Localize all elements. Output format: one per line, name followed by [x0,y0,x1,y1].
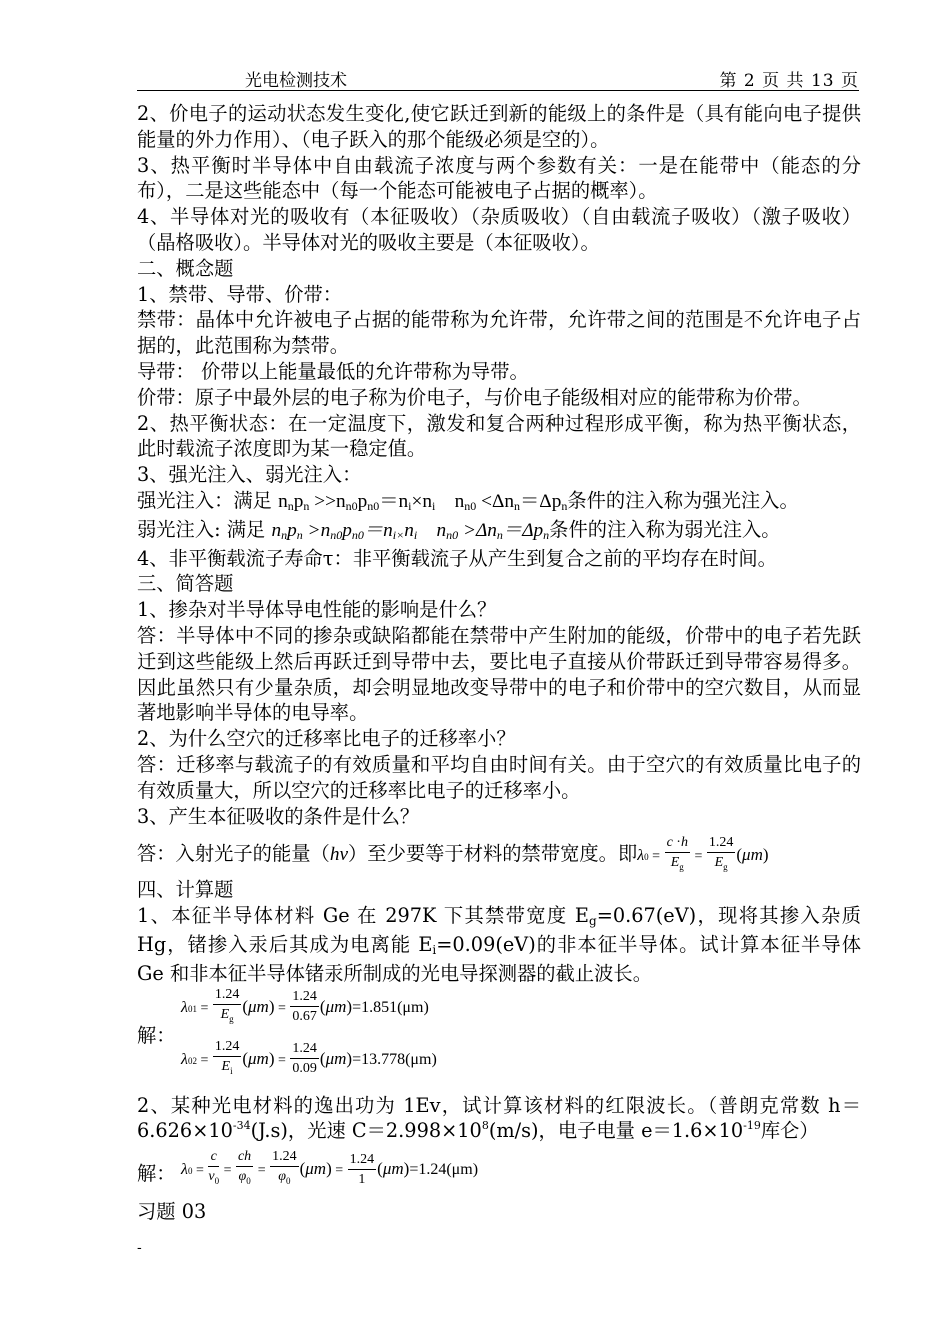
paragraph-weak-injection: 弱光注入: 满足 nnpn >nn0pn0＝ni×ni nn0 >Δnn＝Δpn条件的注入称为弱光注入。 [137,517,781,542]
solution-block: 解： λ0 = $\frac{c}{\nu_0}$ = $\frac{ch}{\varphi_0}$ = $\frac{1.24}{\varphi_0}$ (μm) = $\frac{1.24}{1}$ (μm)=1.24(μm) [137,1147,861,1195]
paragraph: 导带： 价带以上能量最低的允许带称为导带。 [137,359,529,383]
question: 2、为什么空穴的迁移率比电子的迁移率小？ [137,727,516,751]
section-heading: 三、简答题 [137,572,234,596]
header-page-number: 第 2 页 共 13 页 [719,71,859,91]
document-body [137,101,861,1225]
paragraph: 1、禁带、导带、价带： [137,282,343,306]
paragraph: 3、强光注入、弱光注入： [137,463,362,487]
paragraph: 4、非平衡载流子寿命τ：非平衡载流子从产生到复合之前的平均存在时间。 [137,546,777,570]
answer: 答：半导体中不同的掺杂或缺陷都能在禁带中产生附加的能级，价带中的电子若先跃迁到这些能级上然后再跃迁到导带中去，要比电子直接从价带跃迁到导带容易得多。因此虽然只有少量杂质，却会明显地改变导带中的电子和价带中的空穴数目，从而显著地影响半导体的电导率。 [137,623,861,725]
paragraph: 禁带：晶体中允许被电子占据的能带称为允许带，允许带之间的范围是不允许电子占据的，此范围称为禁带。 [137,308,861,358]
formula-lambda02: λ02 = $\frac{1.24}{E_i}$ (μm) = $\frac{1.24}{0.09}$ (μm)=13.778(μm) [181,1038,437,1076]
problem: 1、本征半导体材料 Ge 在 297K 下其禁带宽度 Eg=0.67(eV)，现将其掺入杂质 Hg，锗掺入汞后其成为电离能 Ei=0.09(eV)的非本征半导体。试计算本征半导体 Ge 和非本征半导体锗汞所制成的光电导探测器的截止波长。 [137,904,862,985]
paragraph: 3、热平衡时半导体中自由载流子浓度与两个参数有关：一是在能带中（能态的分布），二是这些能态中（每一个能态可能被电子占据的概率）。 [137,153,861,203]
fraction: $\frac{c \cdot h}{E_g}$ [666,835,688,873]
header-title: 光电检测技术 [245,71,347,91]
section-heading: 四、计算题 [137,878,234,902]
page-header [137,66,859,91]
question: 1、掺杂对半导体导电性能的影响是什么？ [137,598,497,622]
problem: 2、某种光电材料的逸出功为 1Ev，试计算该材料的红限波长。（普朗克常数 $h=6.626\times 10^{-34}(J.s)$，光速 $C=2.998\times 10^8(m/s)$，电子电量 $e=1.6\times 10^{-19}$库仑） [137,1093,861,1143]
answer-with-formula: 答：入射光子的能量（hv）至少要等于材料的禁带宽度。即λ0 = $\frac{c \cdot h}{E_g}$ = $\frac{1.24}{E_g}$ (μm) [137,831,861,877]
formula-lambda0: λ0 = $\frac{c}{\nu_0}$ = $\frac{ch}{\varphi_0}$ = $\frac{1.24}{\varphi_0}$ (μm) = $\frac{1.24}{1}$ (μm)=1.24(μm) [181,1149,479,1187]
section-heading: 二、概念题 [137,256,234,280]
paragraph: 2、热平衡状态：在一定温度下，激发和复合两种过程形成平衡，称为热平衡状态，此时载流子浓度即为某一稳定值。 [137,411,861,461]
paragraph: 2、价电子的运动状态发生变化,使它跃迁到新的能级上的条件是（具有能向电子提供能量的外力作用）、（电子跃入的那个能级必须是空的）。 [137,102,861,151]
exercise-heading: 习题 03 [137,1200,207,1224]
formula-lambda01: λ01 = $\frac{1.24}{E_g}$ (μm) = $\frac{1.24}{0.67}$ (μm)=1.851(μm) [181,986,429,1024]
solution-block: 解： λ01 = $\frac{1.24}{E_g}$ (μm) = $\frac{1.24}{0.67}$ (μm)=1.851(μm) λ02 = $\frac{1.24}{E_i}$ (μm) = $\frac{1.24}{0.09}$ (μm)=13.778(μm) [137,987,861,1087]
paragraph-strong-injection: 强光注入：满足 nnpn >>nn0pn0＝ni×ni nn0 <Δnn＝Δpn条件的注入称为强光注入。 [137,488,799,513]
answer: 答：迁移率与载流子的有效质量和平均自由时间有关。由于空穴的有效质量比电子的有效质量大，所以空穴的迁移率比电子的迁移率小。 [137,752,861,802]
paragraph: 4、半导体对光的吸收有（本征吸收）（杂质吸收）（自由载流子吸收）（激子吸收）（晶格吸收）。半导体对光的吸收主要是（本征吸收）。 [137,205,861,254]
paragraph: 价带：原子中最外层的电子称为价电子，与价电子能级相对应的能带称为价带。 [137,385,812,409]
question: 3、产生本征吸收的条件是什么？ [137,804,420,828]
footer-mark: - [137,1240,142,1256]
